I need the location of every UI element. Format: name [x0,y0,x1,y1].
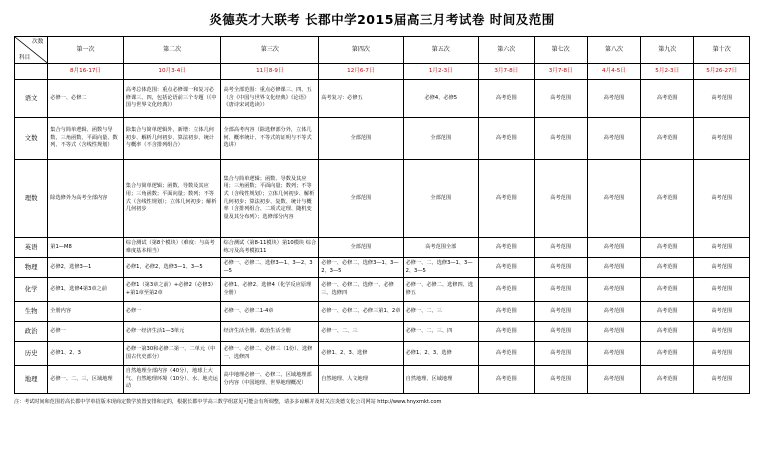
scope-cell: 高考复习：必修五 [319,80,403,118]
scope-cell: 高考范围 [534,258,587,278]
subject-label: 理数 [15,160,48,238]
scope-cell: 高考范围 [641,302,694,322]
scope-cell: 高考范围 [534,342,587,366]
scope-cell: 高考范围 [534,118,587,160]
scope-cell: 必修一、必修二1-4章 [221,302,319,322]
scope-cell: 高考范围 [694,238,750,258]
exam-header-5: 第五次 [403,37,478,64]
scope-cell: 高考范围 [587,342,640,366]
page-title: 炎德英才大联考 长郡中学2015届高三月考试卷 时间及范围 [209,12,555,27]
scope-cell: 必修2，选修3—1 [48,258,123,278]
exam-header-1: 第一次 [48,37,123,64]
table-row [15,342,750,366]
scope-cell: 综合测试（第8-11模块）第10模块 综合练习及高考模拟11 [221,238,319,258]
subject-label: 历史 [15,342,48,366]
scope-cell: 高考范围 [641,342,694,366]
scope-cell: 必修1，必修2，选修3—1、3—5 [123,258,221,278]
scope-cell: 自然地理、区域地理 [403,366,478,394]
scope-cell: 高考范围 [641,80,694,118]
scope-cell: 全册内容 [48,302,123,322]
scope-cell: 必修1（第3章之前）+必修2（必修3）+第1章至第2章 [123,278,221,302]
scope-cell: 必修一、必修二、选修3—1、3—2、3—5 [221,258,319,278]
scope-cell: 高考范围 [694,118,750,160]
scope-cell: 必修1、2、3 [48,342,123,366]
scope-cell: 高考范围 [479,258,535,278]
exam-header-8: 第八次 [587,37,640,64]
scope-cell: 高考范围 [694,322,750,342]
table-row [15,258,750,278]
scope-cell: 必修一第30和必修二第一、二单元（中国古代史部分） [123,342,221,366]
table-row [15,278,750,302]
scope-cell: 高考范围 [694,366,750,394]
exam-header-3: 第三次 [221,37,319,64]
scope-cell: 高考范围 [534,366,587,394]
exam-header-2: 第二次 [123,37,221,64]
scope-cell: 全部范围 [319,118,403,160]
scope-cell: 高考范围 [479,322,535,342]
scope-cell: 高考范围 [587,322,640,342]
table-row [15,160,750,238]
scope-cell: 必修4、必修5 [403,80,478,118]
subject-label: 生物 [15,302,48,322]
corner-label-exam: 次数 [32,39,44,45]
scope-cell: 必修一、必修二、选修3—1、3—2、3—5 [319,258,403,278]
scope-cell: 综合测试（第8个模块）（难度：与高考难度基本相当） [123,238,221,258]
scope-cell: 高考范围 [479,366,535,394]
scope-cell: 高考范围 [587,258,640,278]
scope-cell: 必修一经济生活1—3单元 [123,322,221,342]
table-row [15,322,750,342]
exam-date-7: 3月7-8日 [534,64,587,80]
scope-cell: 必修1、2、3、选修 [403,342,478,366]
scope-cell: 高考范围 [694,302,750,322]
scope-cell: 全部高考内容（除选修部分外，立体几何、概率统计、不等式的证明与不等式选讲） [221,118,319,160]
scope-cell: 自然地理全部内容（40分），地球上大气、自然地理环境（10分）、水、地壳运动 [123,366,221,394]
scope-cell: 除选修外为高考全部内容 [48,160,123,238]
scope-cell: 高考范围 [534,322,587,342]
footer-note: 注：考试时间和范围若高长郡中学单招版本现商定数学放置安排和定的，根据长郡中学高三数学组意见可能会有所调整，请多多谅解并及时关注炎德文化公司网站 http://www.hnyxmkt.com [14,399,442,405]
exam-date-9: 5月2-3日 [641,64,694,80]
scope-cell: 必修一、二、三 [319,322,403,342]
scope-cell: 高考范围 [587,238,640,258]
exam-schedule-table [14,36,750,394]
exam-date-8: 4月4-5日 [587,64,640,80]
scope-cell: 高考范围 [641,322,694,342]
scope-cell: 高考范围 [641,366,694,394]
exam-header-10: 第十次 [694,37,750,64]
exam-date-4: 12月6-7日 [319,64,403,80]
scope-cell: 必修一 [123,302,221,322]
scope-cell: 高考范围 [479,302,535,322]
table-corner-cell [15,37,48,64]
scope-cell: 集合与简单逻辑、函数与导数、三角函数、平面向量、数列、不等式（含线性规划） [48,118,123,160]
scope-cell: 必修1、必修2、选修4（化学反应原理全册） [221,278,319,302]
scope-cell: 高考范围 [479,342,535,366]
date-row [15,64,750,80]
subject-label: 语文 [15,80,48,118]
scope-cell: 高考范围 [534,278,587,302]
exam-header-9: 第九次 [641,37,694,64]
scope-cell: 高考范围 [534,302,587,322]
exam-date-10: 5月26-27日 [694,64,750,80]
scope-cell: 高考范围 [534,80,587,118]
exam-header-6: 第六次 [479,37,535,64]
scope-cell: 必修一、二、选修3—1、3—2、3—5 [403,258,478,278]
exam-date-1: 8月16-17日 [48,64,123,80]
subject-label: 化学 [15,278,48,302]
subject-label: 文数 [15,118,48,160]
scope-cell: 高考范围 [587,160,640,238]
exam-date-2: 10月3-4日 [123,64,221,80]
scope-cell: 高考范围 [479,160,535,238]
scope-cell: 高考范围 [694,278,750,302]
scope-cell: 高考范围 [641,238,694,258]
scope-cell: 必修一、二、三，区域地理 [48,366,123,394]
scope-cell: 必修一、二、三 [403,302,478,322]
exam-header-7: 第七次 [534,37,587,64]
scope-cell: 高考范围 [694,342,750,366]
scope-cell: 必修一 [48,322,123,342]
corner-label-subject: 科目 [19,54,31,61]
header-row [15,37,750,64]
scope-cell: 高考范围 [534,160,587,238]
scope-cell: 必修一、必修二、必修三第1、2章 [319,302,403,322]
scope-cell: 集合与简单逻辑；函数、导数及其应用；三角函数；平面向量；数列；不等式（含线性规划）；立体几何初步；解析几何初步 [123,160,221,238]
scope-cell: 必修1、2、3、选修 [319,342,403,366]
table-row [15,302,750,322]
scope-cell: 高考范围 [479,80,535,118]
subject-label: 政治 [15,322,48,342]
scope-cell: 高考范围 [587,366,640,394]
scope-cell: 第1—M8 [48,238,123,258]
scope-cell: 集合与简单逻辑；函数、导数及其应用；三角函数；平面向量；数列；不等式（含线性规划）；立体几何初步、解析几何初步；算法初步、复数、统计与概率（含排列组合、二项式定理、随机变量及其分布列）；选修部分内容 [221,160,319,238]
scope-cell: 高考范围全部 [403,238,478,258]
exam-date-5: 1月2-3日 [403,64,478,80]
scope-cell: 全部范围 [319,160,403,238]
exam-header-4: 第四次 [319,37,403,64]
scope-cell: 必修一、必修二、必修三（1份）、选修一、选修四 [221,342,319,366]
scope-cell: 高考范围 [641,278,694,302]
scope-cell: 经济生活全册、政治生活全册 [221,322,319,342]
subject-label: 地理 [15,366,48,394]
table-row [15,238,750,258]
scope-cell: 必修一、必修二 [48,80,123,118]
scope-cell: 高考范围 [587,80,640,118]
scope-cell: 高考范围 [587,278,640,302]
date-row-spacer [15,64,48,80]
scope-cell: 高考范围 [641,258,694,278]
scope-cell: 高考范围 [641,160,694,238]
scope-cell: 高考范围 [694,80,750,118]
scope-cell: 必修一、必修二、选修四、选修五 [403,278,478,302]
scope-cell: 必修1，选修4第3章之前 [48,278,123,302]
scope-cell: 高考范围 [641,118,694,160]
scope-cell: 必修一、必修二、选修一、必修三、选修四 [319,278,403,302]
scope-cell: 全部范围 [403,160,478,238]
scope-cell: 必修一、二、三、四 [403,322,478,342]
scope-cell: 全部范围 [403,118,478,160]
scope-cell: 高考范围 [587,302,640,322]
table-row [15,366,750,394]
scope-cell: 高考范围 [694,258,750,278]
exam-date-6: 3月7-8日 [479,64,535,80]
scope-cell: 高考范围 [479,278,535,302]
scope-cell: 全部范围 [319,238,403,258]
scope-cell: 高考总体范围：重点必修课一和复习必修课三、四，包括论语前三个专题（《中国与世界文化经典》） [123,80,221,118]
scope-cell: 高考范围 [479,238,535,258]
scope-cell: 高考范围 [694,160,750,238]
scope-cell: 除集合与简单逻辑外，新增：立体几何初步、解析几何初步、算法初步、统计与概率（不含排列组合） [123,118,221,160]
scope-cell: 高考范围 [479,118,535,160]
table-row [15,80,750,118]
scope-cell: 高考全部范围：重点必修课三、四、五（含《中国与世界文化经典》《论语》《唐诗宋词选读》） [221,80,319,118]
scope-cell: 高考范围 [534,238,587,258]
subject-label: 英语 [15,238,48,258]
exam-date-3: 11月8-9日 [221,64,319,80]
scope-cell: 自然地理、人文地理 [319,366,403,394]
subject-label: 物理 [15,258,48,278]
scope-cell: 高中地理必修一、必修二、区域地理部分内容（中国地理、世界地理概况） [221,366,319,394]
scope-cell: 高考范围 [587,118,640,160]
table-row [15,118,750,160]
